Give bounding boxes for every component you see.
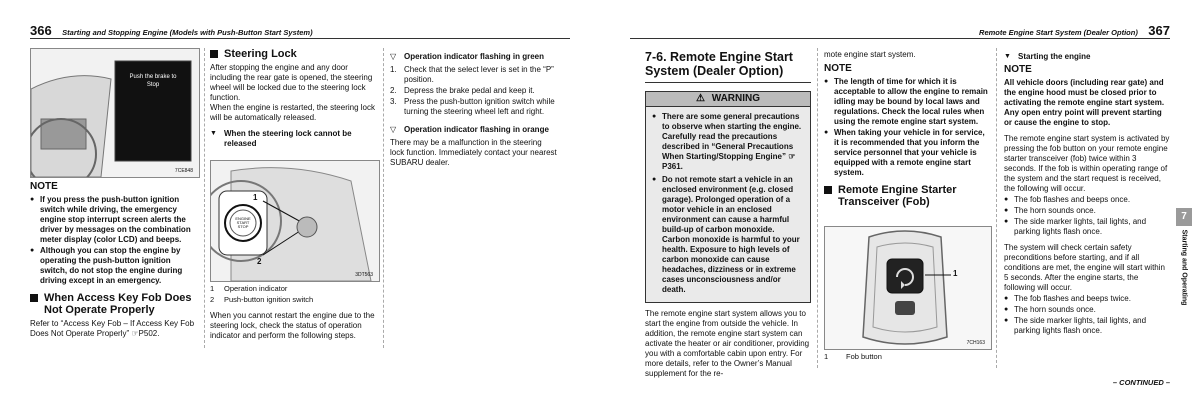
note-heading: NOTE <box>1004 64 1032 75</box>
result-item: ● The fob flashes and beeps twice. <box>1004 294 1170 304</box>
left-header-rule <box>30 38 570 39</box>
left-column-1 <box>30 180 198 345</box>
left-page-number: 366 <box>30 23 52 38</box>
warning-icon: ⚠ <box>695 93 705 104</box>
column-divider <box>817 48 818 368</box>
right-page-number: 367 <box>1148 23 1170 38</box>
ignition-switch-figure <box>210 160 380 282</box>
access-key-fob-heading: When Access Key Fob Does Not Operate Properly <box>30 292 198 316</box>
note-item: ● Although you can stop the engine by operating the push-button ignition switch, do not stop the engine during driving except in an emergency. <box>30 246 198 286</box>
callout-1: 1 <box>253 193 258 202</box>
section-title-rule <box>645 82 811 83</box>
cannot-release-heading: ▼ When the steering lock cannot be released <box>210 129 378 149</box>
right-page-header-title: Remote Engine Start System (Dealer Option) <box>979 28 1138 37</box>
chapter-tab-number: 7 <box>1181 211 1187 222</box>
continued-marker: – CONTINUED – <box>1112 378 1170 387</box>
figure-caption: 2 Push-button ignition switch <box>210 295 314 304</box>
green-indicator-heading: ▽ Operation indicator flashing in green <box>390 52 558 62</box>
right-column-1 <box>645 50 811 385</box>
steering-lock-text: After stopping the engine and any door including the rear gate is opened, the steering wheel will be locked due to the steering lock function. <box>210 63 373 102</box>
result-item: ● The fob flashes and beeps once. <box>1004 195 1170 205</box>
steering-lock-text: When the engine is restarted, the steering lock will be automatically released. <box>210 103 375 122</box>
figure-code: 7CE848 <box>174 168 193 174</box>
emergency-stop-figure <box>30 48 200 178</box>
result-item: ● The side marker lights, tail lights, and parking lights flash once. <box>1004 217 1170 237</box>
fob-figure <box>824 226 992 350</box>
step-item: 3. Press the push-button ignition switch while turning the steering wheel left and right. <box>390 97 555 116</box>
section-title <box>645 50 811 78</box>
left-column-2 <box>210 48 378 152</box>
figure-code: 3DT563 <box>355 272 373 278</box>
note-heading: NOTE <box>30 181 58 192</box>
step-item: 1. Check that the select lever is set in the “P” position. <box>390 65 554 84</box>
left-column-2-lower <box>210 284 378 347</box>
figure-code: 7CH163 <box>966 340 985 346</box>
result-item: ● The horn sounds once. <box>1004 305 1170 315</box>
section-title-line-2: System (Dealer Option) <box>645 64 784 78</box>
fob-callout-1: 1 <box>953 269 958 278</box>
warning-box <box>645 91 811 303</box>
note-text: All vehicle doors (including rear gate) and the engine hood must be closed prior to activating the remote engine start system. Any open entry point will prevent starting or cause the engine to stop. <box>1004 78 1165 127</box>
right-column-3 <box>1004 50 1170 337</box>
note-item: ● If you press the push-button ignition switch while driving, the emergency engine stop interrupt screen alerts the driver by messages on the combination meter display (color LCD) and beeps. <box>30 195 198 245</box>
section-title-line-1: Remote Engine Start <box>670 50 793 64</box>
note-item: ● When taking your vehicle in for service, it is recommended that you inform the service personnel that your vehicle is equipped with a remote engine start system. <box>824 128 990 178</box>
warning-label: WARNING <box>711 93 761 104</box>
warning-item: ● There are some general precautions to observe when starting the engine. Carefully read the precautions described in “General Precautions When Starting/Stopping Engine” ☞P361. <box>652 112 804 172</box>
left-page-header-title: Starting and Stopping Engine (Models with Push-Button Start System) <box>62 28 313 37</box>
right-header-rule <box>630 38 1170 39</box>
chapter-tab-label: Starting and Operating <box>1180 229 1188 306</box>
intro-text-continued: mote engine start system. <box>824 50 916 59</box>
start-procedure-text: The remote engine start system is activated by pressing the fob button on your remote engine starter transceiver (fob) twice within 3 seconds. If the fob is within operating range of the system and the start request is received, the following will occur. <box>1004 134 1170 193</box>
dashboard-illustration <box>31 49 199 177</box>
section-number: 7-6. <box>645 50 667 64</box>
orange-indicator-heading: ▽ Operation indicator flashing in orange <box>390 125 558 135</box>
column-divider <box>204 48 205 348</box>
figure-caption: 1 Operation indicator <box>210 284 288 293</box>
right-column-2 <box>824 50 990 211</box>
fob-illustration <box>825 227 991 349</box>
warning-item: ● Do not remote start a vehicle in an enclosed environment (e.g. closed garage). Prolonged operation of a motor vehicle in an enclosed environment can cause a harmful build-up of carbon monoxide. Carbon monoxide is harmful to your health. Exposure to high levels of carbon monoxide can cause headaches, dizziness or in extreme cases unconsciousness and/or death. <box>652 175 804 295</box>
left-column-3 <box>390 50 558 174</box>
safety-check-text: The system will check certain safety preconditions before starting, and if all conditions are met, the engine will start within 5 seconds. After the engine starts, the following will occur. <box>1004 243 1165 292</box>
column-divider <box>383 48 384 348</box>
column-divider <box>996 48 997 368</box>
note-heading: NOTE <box>824 63 852 74</box>
ignition-button-text: ENGINE START STOP <box>235 216 251 229</box>
note-item: ● The length of time for which it is acceptable to allow the engine to remain idling may be bound by local laws and regulations. Check the local rules when using the remote engine start system. <box>824 77 990 127</box>
restart-text: When you cannot restart the engine due to the steering lock, check the status of operation indicator and perform the following steps. <box>210 311 375 340</box>
step-item: 2. Depress the brake pedal and keep it. <box>390 86 535 95</box>
steering-lock-heading: Steering Lock <box>210 48 378 60</box>
callout-2: 2 <box>257 257 262 266</box>
orange-indicator-text: There may be a malfunction in the steering lock function. Immediately contact your nearest SUBARU dealer. <box>390 138 557 167</box>
result-item: ● The horn sounds once. <box>1004 206 1170 216</box>
access-key-fob-text: Refer to “Access Key Fob – If Access Key Fob Does Not Operate Properly” ☞P502. <box>30 319 195 338</box>
starting-engine-heading: ▼ Starting the engine <box>1004 52 1170 62</box>
result-item: ● The side marker lights, tail lights, and parking lights flash once. <box>1004 316 1170 336</box>
lcd-screen-message: Push the brake to Stop <box>129 74 177 88</box>
transceiver-heading: Remote Engine Starter Transceiver (Fob) <box>824 184 990 208</box>
warning-header <box>646 92 810 107</box>
fob-caption: 1 Fob button <box>824 352 882 361</box>
intro-text: The remote engine start system allows you to start the engine from outside the vehicle. In addition, the remote engine start system can activate the heater or air conditioner, providing you with a comfortable cabin upon entry. For more details, refer to the Owner’s Manual supplement for the re- <box>645 309 810 378</box>
